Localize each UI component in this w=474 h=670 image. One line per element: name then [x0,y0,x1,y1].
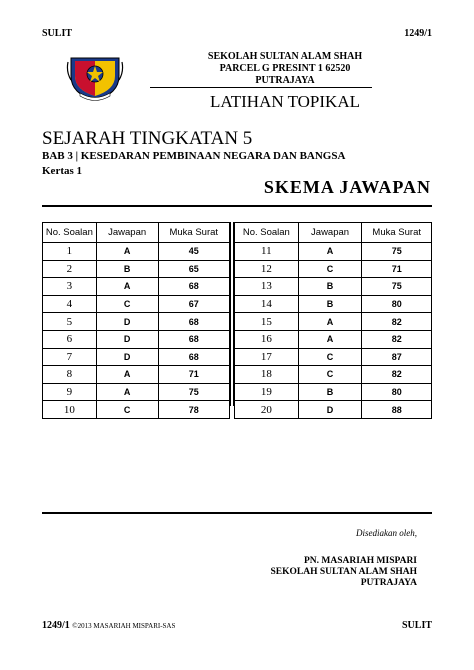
page-number: 82 [362,313,432,331]
table-row [43,366,230,384]
paper-label: Kertas 1 [42,165,83,177]
answer-letter: B [298,383,362,401]
question-number: 17 [235,348,299,366]
answer-letter: C [96,401,158,419]
question-number: 4 [43,295,97,313]
page-number: 45 [158,243,230,261]
question-number: 3 [43,278,97,296]
table-row [235,313,432,331]
header-divider [150,87,372,88]
page-number: 68 [158,313,230,331]
school-crest-logo [66,52,124,102]
page-number: 75 [362,243,432,261]
answer-letter: C [298,366,362,384]
column-header-page: Muka Surat [362,223,432,243]
table-row [235,260,432,278]
school-name: SEKOLAH SULTAN ALAM SHAH [207,51,363,62]
answer-letter: D [96,330,158,348]
answer-letter: B [298,295,362,313]
table-row [235,295,432,313]
chapter-title: BAB 3 | KESEDARAN PEMBINAAN NEGARA DAN BANGSA [42,150,346,162]
section-divider-top [42,205,432,207]
answer-letter: C [298,348,362,366]
question-number: 12 [235,260,299,278]
answer-letter: A [298,243,362,261]
answer-scheme-title: SKEMA JAWAPAN [263,177,431,197]
column-header-no: No. Soalan [235,223,299,243]
question-number: 7 [43,348,97,366]
question-number: 2 [43,260,97,278]
footer-left [42,620,175,631]
page-number: 80 [362,295,432,313]
page-number: 68 [158,330,230,348]
answer-letter: A [298,313,362,331]
answer-letter: A [96,278,158,296]
page-number: 75 [362,278,432,296]
footer-copyright: ©2013 MASARIAH MISPARI-SAS [72,622,176,630]
table-row [43,278,230,296]
table-row [235,401,432,419]
answer-letter: D [96,348,158,366]
column-header-no: No. Soalan [43,223,97,243]
answer-letter: C [96,295,158,313]
question-number: 18 [235,366,299,384]
header-sulit: SULIT [42,28,73,39]
page-number: 82 [362,330,432,348]
page-number: 68 [158,278,230,296]
table-row [43,330,230,348]
page-number: 75 [158,383,230,401]
school-address-line1: PARCEL G PRESINT 1 62520 [219,63,351,74]
footer-paper-code: 1249/1 [42,620,70,631]
answer-letter: A [96,366,158,384]
page-number: 71 [158,366,230,384]
answer-letter: B [298,278,362,296]
table-row [235,348,432,366]
preparer-name: PN. MASARIAH MISPARI [303,556,417,566]
page-number: 87 [362,348,432,366]
question-number: 9 [43,383,97,401]
question-number: 5 [43,313,97,331]
answer-letter: A [96,243,158,261]
table-row [235,366,432,384]
table-row [43,313,230,331]
answer-letter: A [298,330,362,348]
page-number: 71 [362,260,432,278]
question-number: 10 [43,401,97,419]
answer-tables [42,222,432,416]
page-number: 88 [362,401,432,419]
page-number: 67 [158,295,230,313]
question-number: 8 [43,366,97,384]
footer-sulit: SULIT [401,620,432,631]
question-number: 20 [235,401,299,419]
question-number: 1 [43,243,97,261]
page-number: 78 [158,401,230,419]
table-row [43,348,230,366]
page-number: 65 [158,260,230,278]
question-number: 14 [235,295,299,313]
answer-letter: D [298,401,362,419]
question-number: 16 [235,330,299,348]
column-header-answer: Jawapan [96,223,158,243]
table-row [235,330,432,348]
header-paper-code: 1249/1 [404,28,432,39]
table-row [43,260,230,278]
preparer-place: PUTRAJAYA [360,578,417,588]
answer-letter: B [96,260,158,278]
table-row [43,401,230,419]
section-divider-bottom [42,512,432,514]
table-row [235,383,432,401]
question-number: 15 [235,313,299,331]
prepared-by-label: Disediakan oleh, [356,528,417,538]
question-number: 6 [43,330,97,348]
table-row [43,295,230,313]
document-title: LATIHAN TOPIKAL [209,92,360,111]
answer-letter: A [96,383,158,401]
table-header-row [43,223,230,243]
table-row [235,278,432,296]
page-number: 68 [158,348,230,366]
column-header-answer: Jawapan [298,223,362,243]
answer-letter: D [96,313,158,331]
question-number: 11 [235,243,299,261]
page-number: 82 [362,366,432,384]
subject-title: SEJARAH TINGKATAN 5 [42,128,253,149]
question-number: 19 [235,383,299,401]
table-header-row [235,223,432,243]
question-number: 13 [235,278,299,296]
answer-table-right [234,222,432,419]
table-row [43,243,230,261]
table-row [43,383,230,401]
page-number: 80 [362,383,432,401]
column-header-page: Muka Surat [158,223,230,243]
answer-table-left [42,222,230,419]
school-address-line2: PUTRAJAYA [255,75,315,86]
preparer-school: SEKOLAH SULTAN ALAM SHAH [270,567,417,577]
table-row [235,243,432,261]
answer-letter: C [298,260,362,278]
